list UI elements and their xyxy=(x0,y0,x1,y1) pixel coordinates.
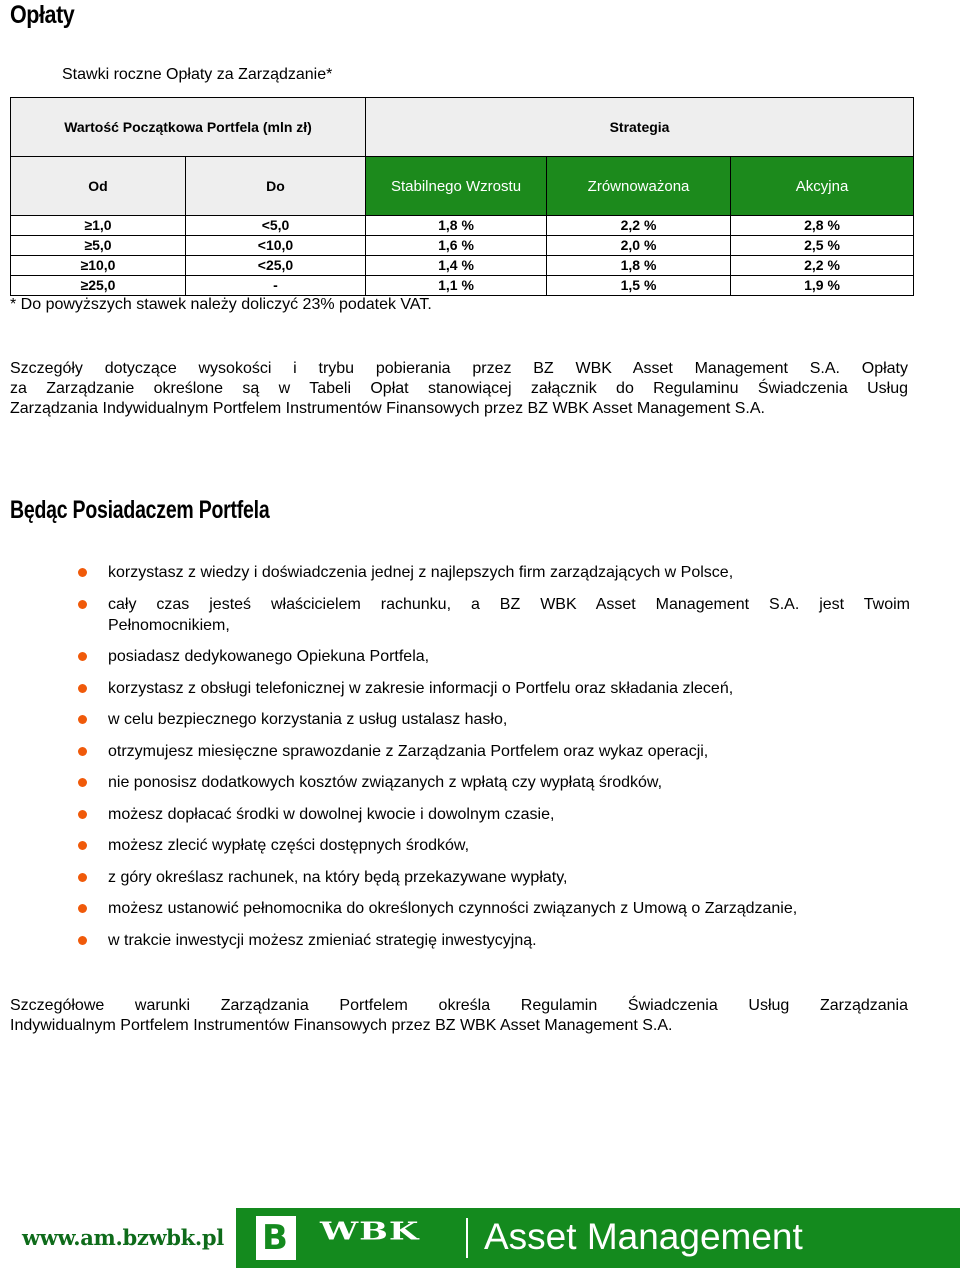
cell-to: - xyxy=(186,276,366,296)
table-row xyxy=(11,216,914,236)
bullet-icon xyxy=(78,873,87,882)
list-item: w celu bezpiecznego korzystania z usług ustalasz hasło, xyxy=(0,709,910,730)
cell-equity: 2,8 % xyxy=(731,216,914,236)
cell-equity: 1,9 % xyxy=(731,276,914,296)
header-to: Do xyxy=(186,157,366,216)
bullet-icon xyxy=(78,841,87,850)
table-row xyxy=(11,256,914,276)
table-caption: Stawki roczne Opłaty za Zarządzanie* xyxy=(62,66,333,83)
cell-stable: 1,1 % xyxy=(366,276,547,296)
table-row xyxy=(11,236,914,256)
benefits-list xyxy=(0,562,910,961)
list-item: możesz dopłacać środki w dowolnej kwocie i dowolnym czasie, xyxy=(0,804,910,825)
header-portfolio-value: Wartość Początkowa Portfela (mln zł) xyxy=(11,98,366,157)
bullet-icon xyxy=(78,652,87,661)
bullet-icon xyxy=(78,568,87,577)
cell-equity: 2,2 % xyxy=(731,256,914,276)
bullet-icon xyxy=(78,778,87,787)
bullet-icon xyxy=(78,936,87,945)
list-item: nie ponosisz dodatkowych kosztów związanych z wpłatą czy wypłatą środków, xyxy=(0,772,910,793)
banner-divider xyxy=(466,1218,468,1258)
header-strategy-stable: Stabilnego Wzrostu xyxy=(366,157,547,216)
closing-paragraph xyxy=(10,996,908,1036)
cell-to: <10,0 xyxy=(186,236,366,256)
section-title: Będąc Posiadaczem Portfela xyxy=(10,496,270,524)
cell-balanced: 2,0 % xyxy=(547,236,731,256)
wbk-logo: WBK xyxy=(320,1218,420,1246)
table-row xyxy=(11,276,914,296)
bz-logo-icon: B xyxy=(256,1216,296,1260)
list-item: z góry określasz rachunek, na który będą przekazywane wypłaty, xyxy=(0,867,910,888)
vat-footnote: * Do powyższych stawek należy doliczyć 23% podatek VAT. xyxy=(10,296,432,313)
page-title: Opłaty xyxy=(10,1,75,29)
paragraph-line: Szczegóły dotyczące wysokości i trybu pobierania przez BZ WBK Asset Management S.A. Opłaty xyxy=(10,360,908,377)
cell-stable: 1,4 % xyxy=(366,256,547,276)
list-item: otrzymujesz miesięczne sprawozdanie z Zarządzania Portfelem oraz wykaz operacji, xyxy=(0,741,910,762)
list-item: korzystasz z obsługi telefonicznej w zakresie informacji o Portfelu oraz składania zleceń, xyxy=(0,678,910,699)
cell-from: ≥5,0 xyxy=(11,236,186,256)
cell-to: <5,0 xyxy=(186,216,366,236)
fees-details-paragraph xyxy=(10,359,908,419)
bullet-icon xyxy=(78,747,87,756)
cell-balanced: 1,8 % xyxy=(547,256,731,276)
cell-stable: 1,6 % xyxy=(366,236,547,256)
bullet-icon xyxy=(78,810,87,819)
cell-to: <25,0 xyxy=(186,256,366,276)
list-item: możesz ustanowić pełnomocnika do określonych czynności związanych z Umową o Zarządzanie, xyxy=(0,898,910,919)
list-item: możesz zlecić wypłatę części dostępnych środków, xyxy=(0,835,910,856)
paragraph-line: Indywidualnym Portfelem Instrumentów Finansowych przez BZ WBK Asset Management S.A. xyxy=(10,1017,673,1034)
list-item: korzystasz z wiedzy i doświadczenia jednej z najlepszych firm zarządzających w Polsce, xyxy=(0,562,910,583)
cell-equity: 2,5 % xyxy=(731,236,914,256)
list-item: posiadasz dedykowanego Opiekuna Portfela, xyxy=(0,646,910,667)
brand-name: Asset Management xyxy=(484,1216,803,1257)
list-item: cały czas jesteś właścicielem rachunku, a BZ WBK Asset Management S.A. jest Twoim Pełnomocnikiem, xyxy=(0,594,910,636)
list-item: w trakcie inwestycji możesz zmieniać strategię inwestycyjną. xyxy=(0,930,910,951)
bullet-icon xyxy=(78,600,87,609)
bullet-icon xyxy=(78,715,87,724)
header-strategy: Strategia xyxy=(366,98,914,157)
paragraph-line: Zarządzania Indywidualnym Portfelem Instrumentów Finansowych przez BZ WBK Asset Management S.A. xyxy=(10,400,765,417)
bullet-icon xyxy=(78,684,87,693)
brand-banner xyxy=(236,1208,960,1268)
cell-balanced: 1,5 % xyxy=(547,276,731,296)
cell-stable: 1,8 % xyxy=(366,216,547,236)
paragraph-line: Szczegółowe warunki Zarządzania Portfelem określa Regulamin Świadczenia Usług Zarządzania xyxy=(10,997,908,1014)
header-strategy-balanced: Zrównoważona xyxy=(547,157,731,216)
header-strategy-equity: Akcyjna xyxy=(731,157,914,216)
cell-from: ≥1,0 xyxy=(11,216,186,236)
cell-from: ≥10,0 xyxy=(11,256,186,276)
header-from: Od xyxy=(11,157,186,216)
bullet-icon xyxy=(78,904,87,913)
footer-url-link[interactable]: www.am.bzwbk.pl xyxy=(22,1225,224,1250)
cell-from: ≥25,0 xyxy=(11,276,186,296)
paragraph-line: za Zarządzanie określone są w Tabeli Opłat stanowiącej załącznik do Regulaminu Świadczenia Usług xyxy=(10,380,908,397)
cell-balanced: 2,2 % xyxy=(547,216,731,236)
fees-table xyxy=(10,97,914,296)
